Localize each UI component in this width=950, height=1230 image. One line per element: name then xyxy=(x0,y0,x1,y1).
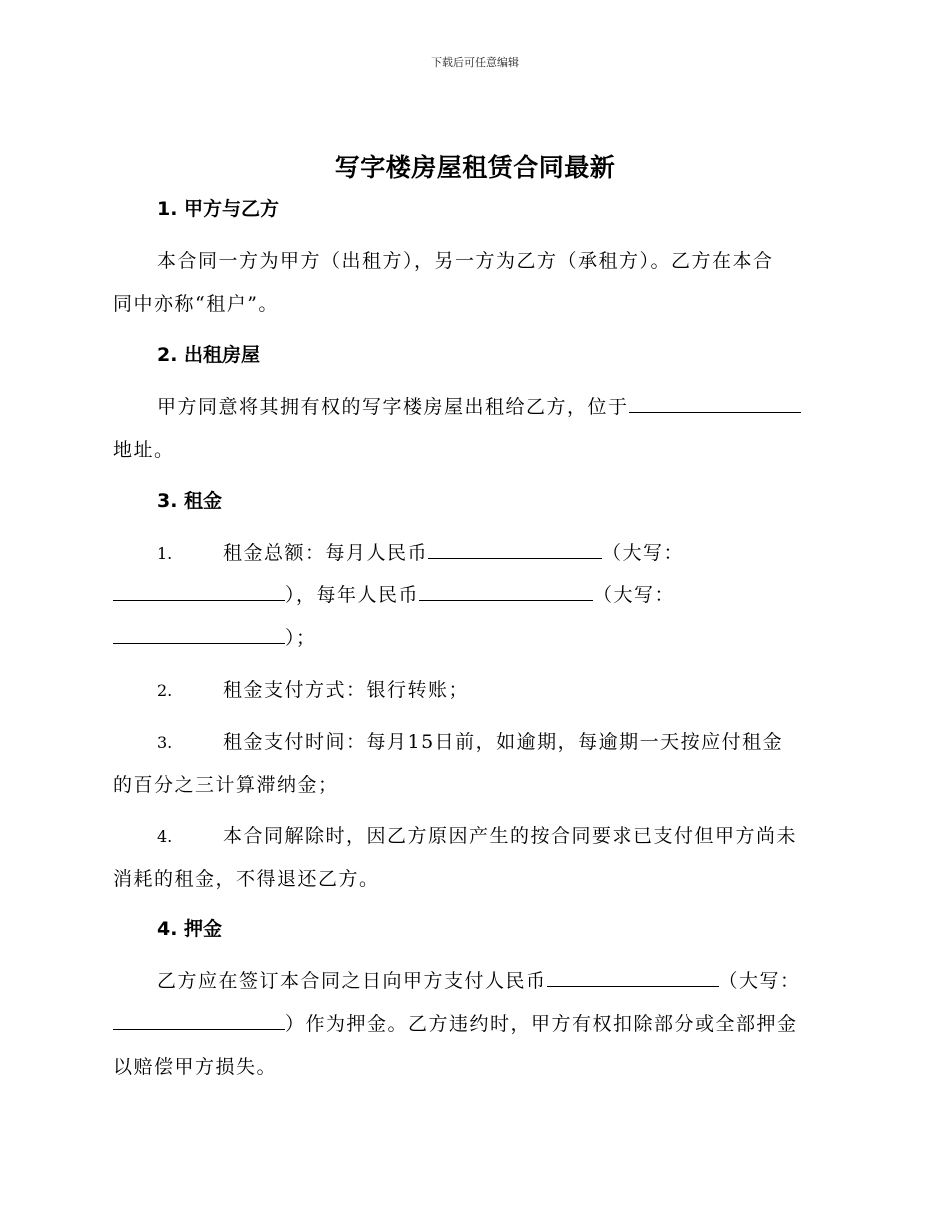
item-number: 4. xyxy=(157,827,173,846)
section-2-line-1 xyxy=(157,392,801,419)
rent-item-4-text-1: 本合同解除时，因乙方原因产生的按合同要求已支付但甲方尚未 xyxy=(223,825,798,847)
rent-item-1-line-2 xyxy=(113,580,675,607)
rent-item-1-text-1: 租金总额：每月人民币 xyxy=(223,542,429,564)
item-number: 1. xyxy=(157,544,173,563)
section-4-line-1 xyxy=(157,966,801,993)
deposit-caps-blank xyxy=(113,1011,285,1030)
section-2-line-2: 地址。 xyxy=(113,439,175,461)
rent-item-1-text-5: ）； xyxy=(285,627,317,649)
rent-item-3-text-1: 租金支付时间：每月15日前，如逾期，每逾期一天按应付租金 xyxy=(223,731,784,753)
rent-item-2-text: 租金支付方式：银行转账； xyxy=(223,679,470,701)
yearly-rent-blank xyxy=(419,582,593,601)
rent-item-1-line-3 xyxy=(113,623,317,650)
rent-item-4-line-1 xyxy=(157,821,797,848)
rent-item-3-line-1 xyxy=(157,727,783,754)
rent-item-1-text-2: （大写： xyxy=(602,542,685,564)
rent-item-1-text-3: ），每年人民币 xyxy=(285,584,420,606)
item-number: 2. xyxy=(157,681,173,700)
rent-item-2 xyxy=(157,675,469,702)
section-4-text-1: 乙方应在签订本合同之日向甲方支付人民币 xyxy=(157,970,547,992)
rent-item-1-text-4: （大写： xyxy=(593,584,676,606)
rent-item-3-line-2: 的百分之三计算滞纳金； xyxy=(113,774,339,796)
section-4-text-2: （大写： xyxy=(718,970,801,992)
section-heading-4: 4. 押金 xyxy=(157,918,223,940)
item-number: 3. xyxy=(157,733,173,752)
section-4-text-3: ）作为押金。乙方违约时，甲方有权扣除部分或全部押金 xyxy=(285,1013,798,1035)
rent-item-1-line-1 xyxy=(157,538,684,565)
section-4-line-2 xyxy=(113,1009,798,1036)
monthly-rent-caps-blank xyxy=(113,582,285,601)
monthly-rent-blank xyxy=(428,540,602,559)
section-heading-3: 3. 租金 xyxy=(157,490,223,512)
section-heading-1: 1. 甲方与乙方 xyxy=(157,198,280,220)
section-1-line-1: 本合同一方为甲方（出租方），另一方为乙方（承租方）。乙方在本合 xyxy=(157,250,774,272)
rent-item-4-line-2: 消耗的租金，不得退还乙方。 xyxy=(113,868,380,890)
section-1-line-2: 同中亦称“租户”。 xyxy=(113,293,279,315)
section-2-text-1: 甲方同意将其拥有权的写字楼房屋出租给乙方，位于 xyxy=(157,396,629,418)
section-4-line-3: 以赔偿甲方损失。 xyxy=(113,1056,278,1078)
header-note: 下载后可任意编辑 xyxy=(431,56,519,69)
yearly-rent-caps-blank xyxy=(113,625,285,644)
section-heading-2: 2. 出租房屋 xyxy=(157,344,261,366)
document-title: 写字楼房屋租赁合同最新 xyxy=(334,153,616,182)
address-blank xyxy=(629,394,801,413)
deposit-blank xyxy=(547,968,719,987)
